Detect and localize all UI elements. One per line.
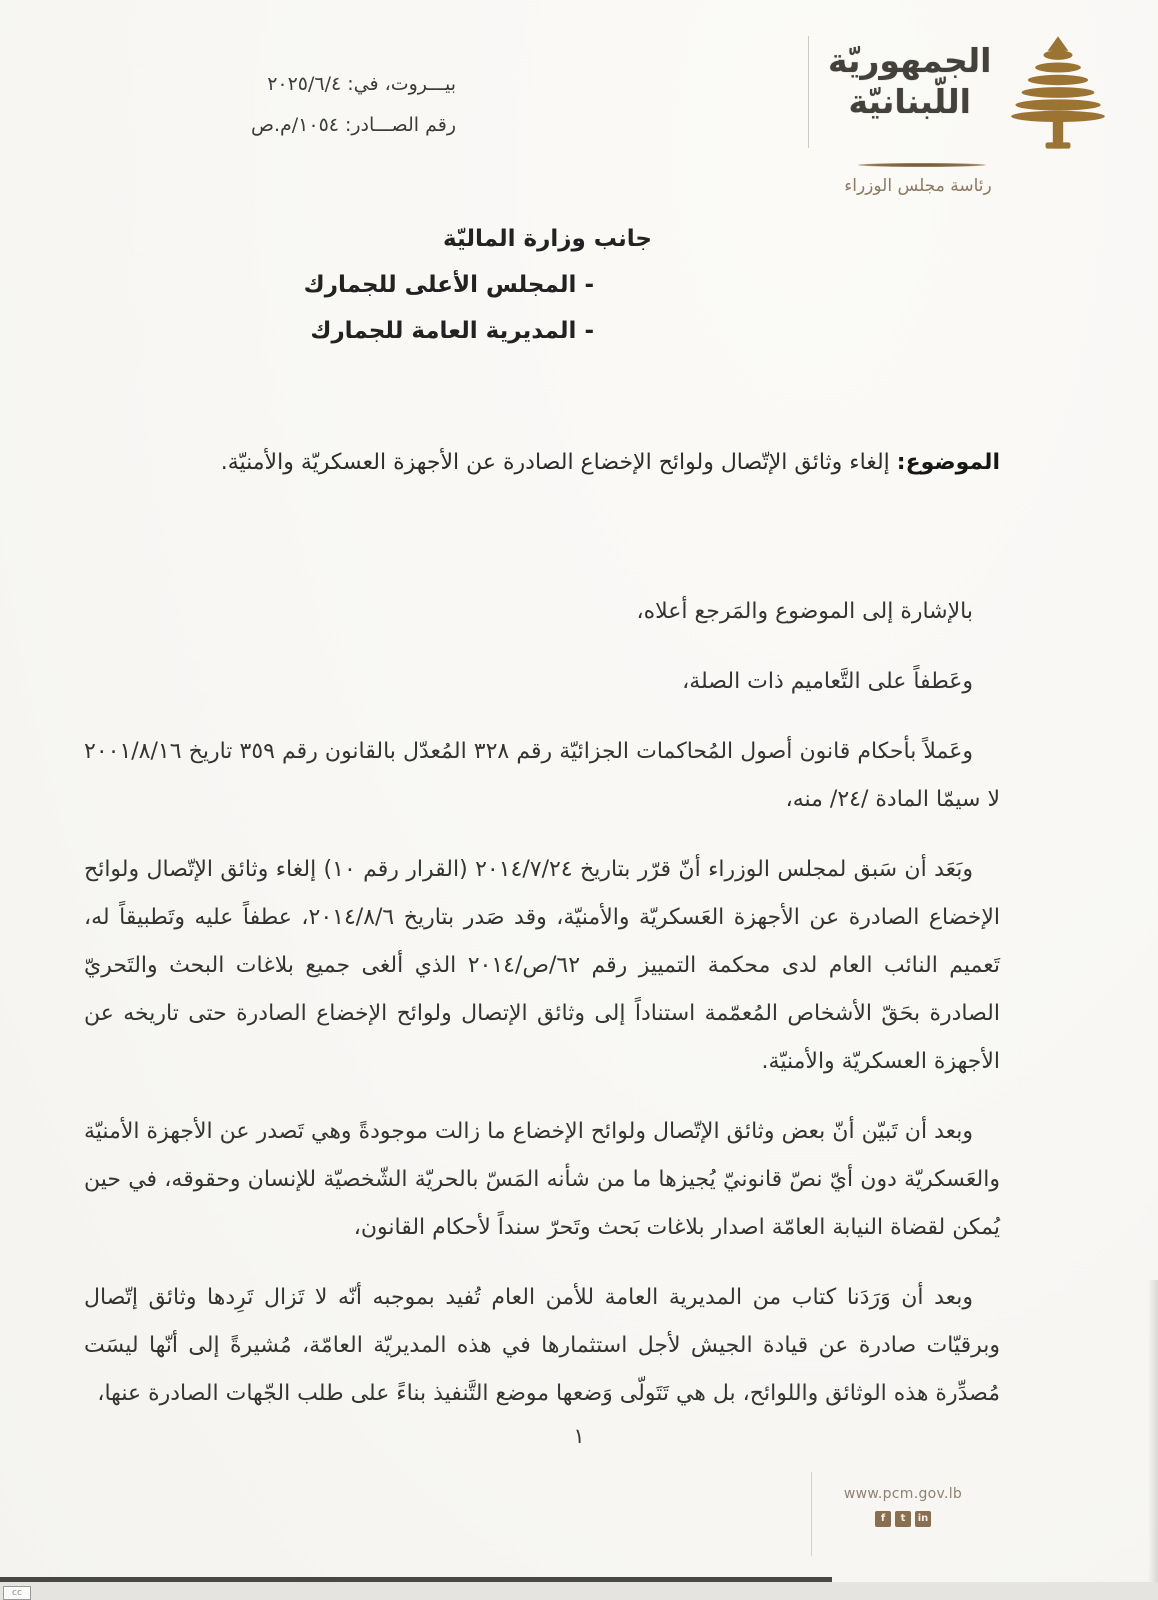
scan-bottom-strip xyxy=(0,1582,1158,1600)
letter-body xyxy=(84,588,1000,1440)
republic-title-line1: الجمهوريّة xyxy=(828,41,992,80)
scan-bottom-line xyxy=(0,1577,832,1582)
footer-info xyxy=(828,1486,978,1527)
city-date-line xyxy=(150,64,456,105)
footer-divider xyxy=(811,1472,812,1556)
page-number: ١ xyxy=(573,1424,585,1448)
recipient-item: - المديرية العامة للجمارك xyxy=(310,318,594,344)
republic-title-line2: اللّبنانيّة xyxy=(848,82,971,121)
paragraph: وعَملاً بأحكام قانون أصول المُحاكمات الجزائيّة رقم ٣٢٨ المُعدّل بالقانون رقم ٣٥٩ تاريخ ٢٠٠١/٨/١٦ لا سيمّا المادة /٢٤/ منه، xyxy=(84,739,1000,812)
paragraph: وبعد أن تَبيّن أنّ بعض وثائق الإتّصال ولوائح الإخضاع ما زالت موجودةً وهي تَصدر عن الأجهزة الأمنيّة والعَسكريّة دون أيّ نصّ قانونيّ يُجيزها ما من شأنه المَسّ بالحريّة الشّخصيّة للإنسان وحقوقه، في حين يُمكن لقضاة النيابة العامّة اصدار بلاغات بَحث وتَحرّ سنداً لأحكام القانون، xyxy=(84,1119,1000,1240)
serial-value: ١٠٥٤/م.ص xyxy=(250,114,339,136)
scan-corner-artifact: cc xyxy=(3,1586,31,1600)
recipients-block xyxy=(232,216,652,354)
twitter-icon: t xyxy=(895,1511,911,1527)
city-date-label: بيـــروت، في: xyxy=(347,73,456,95)
linkedin-icon: in xyxy=(915,1511,931,1527)
serial-line xyxy=(150,105,456,146)
paragraph: بالإشارة إلى الموضوع والمَرجع أعلاه، xyxy=(636,599,973,624)
subject-line xyxy=(122,446,1000,480)
facebook-icon: f xyxy=(875,1511,891,1527)
paragraph: وعَطفاً على التَّعاميم ذات الصلة، xyxy=(682,669,973,694)
document-meta xyxy=(150,64,456,146)
subject-label: الموضوع: xyxy=(896,450,1000,475)
letterhead xyxy=(806,32,1106,196)
department-name: رئاسة مجلس الوزراء xyxy=(844,176,992,196)
subject-text: إلغاء وثائق الإتّصال ولوائح الإخضاع الصادرة عن الأجهزة العسكريّة والأمنيّة. xyxy=(220,450,890,475)
cedar-tree-icon xyxy=(1006,34,1110,156)
recipient-heading: جانب وزارة الماليّة xyxy=(443,226,652,252)
letterhead-divider xyxy=(808,36,809,148)
recipient-item: - المجلس الأعلى للجمارك xyxy=(303,272,594,298)
letterhead-gold-rule xyxy=(858,163,986,167)
scan-edge-shadow xyxy=(1148,1280,1158,1600)
republic-title xyxy=(828,32,992,122)
website-url: www.pcm.gov.lb xyxy=(843,1486,963,1502)
city-date-value: ٢٠٢٥/٦/٤ xyxy=(267,73,342,95)
social-icons xyxy=(828,1511,978,1527)
paragraph: وبَعَد أن سَبق لمجلس الوزراء أنّ قرّر بتاريخ ٢٠١٤/٧/٢٤ (القرار رقم ١٠) إلغاء وثائق الإتّصال ولوائح الإخضاع الصادرة عن الأجهزة العَسكريّة والأمنيّة، وقد صَدر بتاريخ ٢٠١٤/٨/٦، عطفاً عليه وتَطبيقاً له، تَعميم النائب العام لدى محكمة التمييز رقم ٦٢/ص/٢٠١٤ الذي ألغى جميع بلاغات البحث والتَحريّ الصادرة بحَقّ الأشخاص المُعمّمة استناداً إلى وثائق الإتصال ولوائح الإخضاع الصادرة حتى تاريخه عن الأجهزة العسكريّة والأمنيّة. xyxy=(84,857,1000,1074)
serial-label: رقم الصـــادر: xyxy=(344,114,456,136)
paragraph: وبعد أن وَرَدَنا كتاب من المديرية العامة للأمن العام تُفيد بموجبه أنّه لا تَزال تَرِدها وثائق إتّصال وبرقيّات صادرة عن قيادة الجيش لأجل استثمارها في هذه المديريّة العامّة، مُشيرةً إلى أنّها ليسَت مُصدِّرة هذه الوثائق واللوائح، بل هي تَتَولّى وَضعها موضع التَّنفيذ بناءً على طلب الجّهات الصادرة عنها، xyxy=(84,1285,1000,1406)
